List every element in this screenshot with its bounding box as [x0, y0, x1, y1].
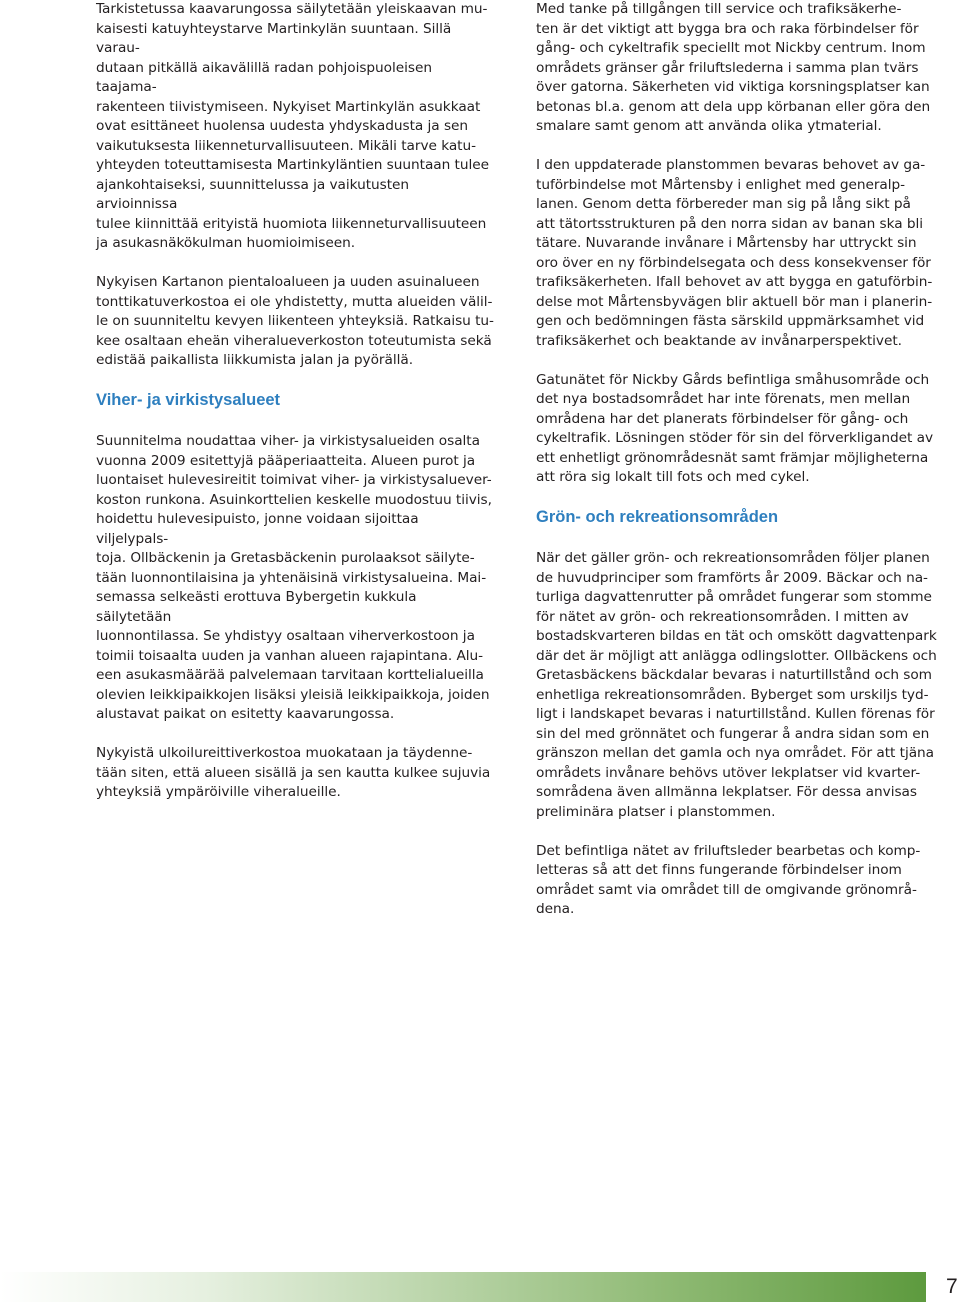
left-paragraph-2: Nykyisen Kartanon pientaloalueen ja uuden asuinalueen tonttikatuverkostoa ei ole yhdistetty, mutta alueiden välil- le on suunniteltu kevyen liikenteen yhteyksiä. Ratkaisu tu- kee osaltaan eheän viheralueverkoston toteutumista sekä edistää paikallista liikkumista jalan ja pyörällä. [96, 274, 494, 368]
section-heading-gron: Grön- och rekreationsområden [536, 508, 779, 526]
left-paragraph-4: Nykyistä ulkoilureittiverkostoa muokataan ja täydenne- tään siten, että alueen sisällä ja sen kautta kulkee sujuvia yhteyksiä ympäröiville viheralueille. [96, 745, 491, 800]
page-number: 7 [946, 1275, 958, 1298]
right-paragraph-3: Gatunätet för Nickby Gårds befintliga småhusområde och det nya bostadsområdet har inte förenats, men mellan områdena har det planerats förbindelser för gång- och cykeltrafik. Lösningen stöder för sin del förverkligandet av ett enhetligt grönområdesnät samt främjar möjligheterna att röra sig lokalt till fots och med cykel. [536, 371, 934, 485]
left-paragraph-3: Suunnitelma noudattaa viher- ja virkistysalueiden osalta vuonna 2009 esitettyjä pääperiaatteita. Alueen purot ja luontaiset hulevesireitit toimivat viher- ja virkistysaluever- koston runkona. Asuinkorttelien keskelle muodostuu tiivis, hoidettu hulevesipuisto, jonne voidaan sijoittaa viljelypals- toja. Ollbäckenin ja Gretasbäckenin purolaaksot säilyte- tään luonnontilaisina ja yhtenäisinä virkistysalueina. Mai- semassa selkeästi erottuva Bybergetin kukkula säilytetään luonnontilassa. Se yhdistyy osaltaan viherverkostoon ja toimii toisaalta uuden ja vanhan alueen rajapintana. Alu- een asukasmäärää palvelemaan tarvitaan korttelialueilla olevien leikkipaikkojen lisäksi yleisiä leikkipaikkoja, joiden alustavat paikat on esitetty kaavarungossa. [96, 433, 492, 722]
left-paragraph-1: Tarkistetussa kaavarungossa säilytetään yleiskaavan mu- kaisesti katuyhteystarve Martinkylän suuntaan. Sillä varau- dutaan pitkällä aikavälillä radan pohjoispuoleisen taajama- rakenteen tiivistymiseen. Nykyiset Martinkylän asukkaat ovat esittäneet huolensa uudesta yhdyskadusta ja sen vaikutuksesta liikenneturvallisuuteen. Mikäli tarve katu- yhteyden toteuttamisesta Martinkyläntien suuntaan tulee ajankohtaiseksi, suunnittelussa ja vaikutusten arvioinnissa tulee kiinnittää erityistä huomiota liikenneturvallisuuteen ja asukasnäkökulman huomioimiseen. [96, 1, 489, 251]
right-column [536, 0, 940, 939]
footer-color-band [0, 1272, 926, 1302]
right-paragraph-2: I den uppdaterade planstommen bevaras behovet av ga- tuförbindelse mot Mårtensby i enlighet med generalp- lanen. Genom detta förbereder man sig på lång sikt på att tätortsstrukturen på den norra sidan av banan ska bli tätare. Nuvarande invånare i Mårtensby har uttryckt sin oro över en ny förbindelsegata och dess konsekvenser för trafiksäkerheten. Ifall behovet av att bygga en gatuförbin- delse mot Mårtensbyvägen blir aktuell bör man i planerin- gen och bedömningen fästa särskild uppmärksamhet vid trafiksäkerhet och beaktande av invånarperspektivet. [536, 157, 933, 349]
right-paragraph-4: När det gäller grön- och rekreationsområden följer planen de huvudprinciper som framförts år 2009. Bäckar och na- turliga dagvattenrutter på området fungerar som stomme för nätet av grön- och rekreationsområden. I mitten av bostadskvarteren bildas en tät och omskött dagvattenpark där det är möjligt att anlägga odlingslotter. Ollbäckens och Gretasbäckens bäckdalar bevaras i naturtillstånd och som enhetliga rekreationsområden. Byberget som urskiljs tyd- ligt i landskapet bevaras i naturtillstånd. Kullen förenas för sin del med grönnätet och fungerar å andra sidan som en gränszon mellan det gamla och nya området. För att tjäna områdets invånare behövs utöver lekplatser vid kvarter- sområdena även allmänna lekplatser. För dessa anvisas preliminära platser i planstommen. [536, 550, 937, 820]
left-column [96, 0, 494, 822]
right-paragraph-5: Det befintliga nätet av friluftsleder bearbetas och komp- letteras så att det finns fungerande förbindelser inom området samt via området till de omgivande grönområ- dena. [536, 842, 921, 917]
section-heading-viher: Viher- ja virkistysalueet [96, 391, 281, 409]
right-paragraph-1: Med tanke på tillgången till service och trafiksäkerhe- ten är det viktigt att bygga bra och raka förbindelser för gång- och cykeltrafik speciellt mot Nickby centrum. Inom områdets gränser går friluftslederna i samma plan tvärs över gatorna. Säkerheten vid viktiga korsningsplatser kan betonas bl.a. genom att dela upp körbanan eller göra den smalare samt genom att använda olika ytmaterial. [536, 1, 931, 134]
